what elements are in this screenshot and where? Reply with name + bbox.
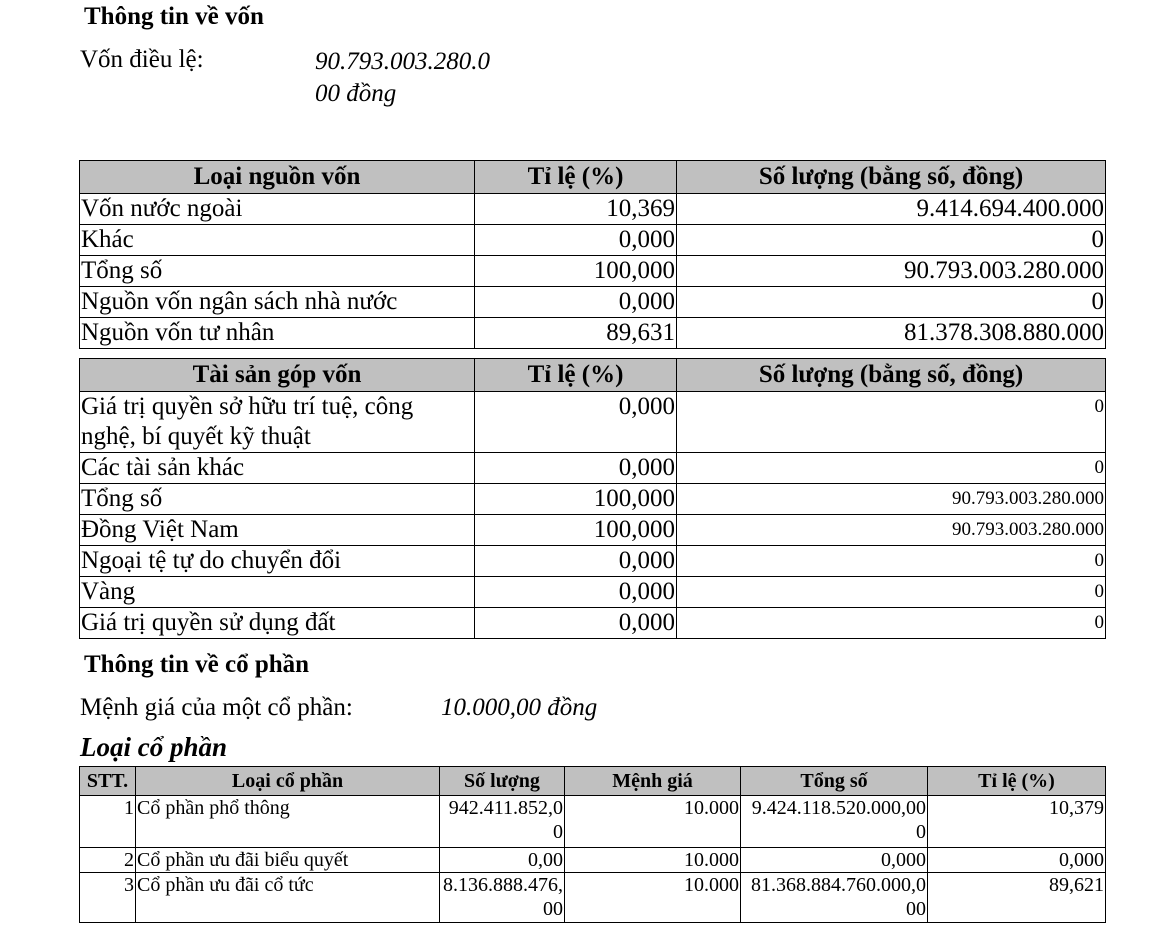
source-ratio: 10,369 [475,194,677,225]
share-par-value: 10.000 [565,796,741,848]
asset-name: Ngoại tệ tự do chuyển đổi [80,546,475,577]
share-quantity: 8.136.888.476,00 [440,873,565,923]
table-row [80,318,1106,349]
asset-amount: 0 [677,392,1106,453]
asset-ratio: 0,000 [475,392,677,453]
header-cell: STT. [80,767,136,796]
par-value-label: Mệnh giá của một cổ phần: [80,694,353,721]
table-row [80,256,1106,287]
source-amount: 9.414.694.400.000 [677,194,1106,225]
share-total: 9.424.118.520.000,000 [741,796,928,848]
charter-capital-label: Vốn điều lệ: [80,46,204,73]
share-ratio: 89,621 [928,873,1106,923]
header-cell: Số lượng (bằng số, đồng) [677,359,1106,392]
table-row [80,608,1106,639]
asset-amount: 90.793.003.280.000 [677,515,1106,546]
asset-ratio: 0,000 [475,546,677,577]
share-quantity: 0,00 [440,848,565,873]
table-row [80,392,1106,453]
header-cell: Tài sản góp vốn [80,359,475,392]
header-cell: Loại nguồn vốn [80,161,475,194]
contributed-assets-table [79,358,1106,639]
header-cell: Tỉ lệ (%) [475,161,677,194]
source-name: Tổng số [80,256,475,287]
header-cell: Tỉ lệ (%) [928,767,1106,796]
share-quantity: 942.411.852,00 [440,796,565,848]
source-name: Nguồn vốn tư nhân [80,318,475,349]
table-row [80,194,1106,225]
table-row [80,484,1106,515]
asset-name: Vàng [80,577,475,608]
source-amount: 0 [677,225,1106,256]
table-row [80,453,1106,484]
asset-name: Tổng số [80,484,475,515]
charter-capital-value [315,46,490,110]
shares-section-title: Thông tin về cổ phần [84,651,310,678]
asset-amount: 0 [677,577,1106,608]
share-types-table [79,766,1106,923]
asset-name: Giá trị quyền sử dụng đất [80,608,475,639]
table-row [80,848,1106,873]
asset-name: Giá trị quyền sở hữu trí tuệ, công nghệ, bí quyết kỹ thuật [80,392,475,453]
asset-ratio: 100,000 [475,515,677,546]
table-row [80,796,1106,848]
table-header-row [80,161,1106,194]
asset-amount: 90.793.003.280.000 [677,484,1106,515]
charter-capital-value-line2: 00 đồng [315,80,397,107]
capital-source-table [79,160,1106,349]
charter-capital-value-line1: 90.793.003.280.0 [315,48,490,75]
source-name: Khác [80,225,475,256]
table-row [80,546,1106,577]
capital-section-title: Thông tin về vốn [84,3,264,30]
share-index: 1 [80,796,136,848]
table-row [80,225,1106,256]
share-total: 81.368.884.760.000,000 [741,873,928,923]
asset-ratio: 0,000 [475,577,677,608]
share-ratio: 10,379 [928,796,1106,848]
share-par-value: 10.000 [565,848,741,873]
header-cell: Tỉ lệ (%) [475,359,677,392]
share-type: Cổ phần ưu đãi cổ tức [136,873,440,923]
header-cell: Loại cổ phần [136,767,440,796]
source-ratio: 0,000 [475,287,677,318]
share-type: Cổ phần ưu đãi biểu quyết [136,848,440,873]
par-value: 10.000,00 đồng [441,694,598,721]
share-index: 2 [80,848,136,873]
asset-name: Các tài sản khác [80,453,475,484]
table-header-row [80,359,1106,392]
header-cell: Mệnh giá [565,767,741,796]
share-type: Cổ phần phổ thông [136,796,440,848]
source-amount: 90.793.003.280.000 [677,256,1106,287]
asset-amount: 0 [677,546,1106,577]
header-cell: Số lượng [440,767,565,796]
source-ratio: 89,631 [475,318,677,349]
share-par-value: 10.000 [565,873,741,923]
asset-ratio: 0,000 [475,608,677,639]
table-header-row [80,767,1106,796]
asset-name: Đồng Việt Nam [80,515,475,546]
share-index: 3 [80,873,136,923]
header-cell: Số lượng (bằng số, đồng) [677,161,1106,194]
source-name: Nguồn vốn ngân sách nhà nước [80,287,475,318]
header-cell: Tổng số [741,767,928,796]
table-row [80,577,1106,608]
source-ratio: 0,000 [475,225,677,256]
share-types-title: Loại cổ phần [80,732,228,762]
asset-amount: 0 [677,608,1106,639]
table-row [80,873,1106,923]
source-ratio: 100,000 [475,256,677,287]
share-total: 0,000 [741,848,928,873]
source-amount: 0 [677,287,1106,318]
asset-amount: 0 [677,453,1106,484]
table-row [80,287,1106,318]
share-ratio: 0,000 [928,848,1106,873]
source-name: Vốn nước ngoài [80,194,475,225]
table-row [80,515,1106,546]
asset-ratio: 0,000 [475,453,677,484]
source-amount: 81.378.308.880.000 [677,318,1106,349]
asset-ratio: 100,000 [475,484,677,515]
